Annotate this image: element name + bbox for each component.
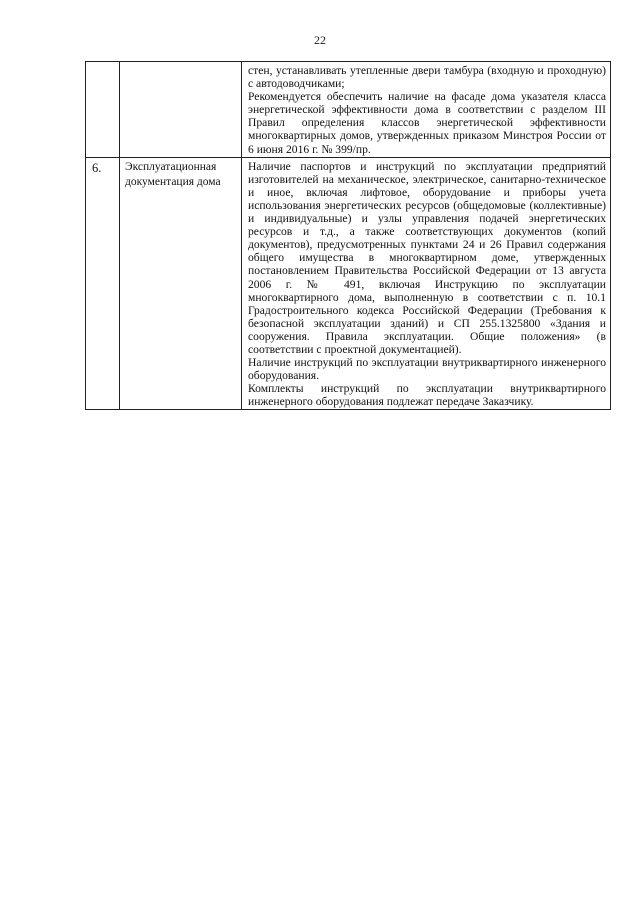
row-number-cell (86, 62, 120, 158)
row-name-cell (120, 62, 242, 158)
description-paragraph: Наличие паспортов и инструкций по эксплуатации предприятий изготовителей на механическое, электрическое, санитарно-техническое и иное, включая лифтовое, оборудование и приборы учета использования энергетических ресурсов (общедомовые (коллективные) и индивидуальные) и узлы управления подачей энергетических ресурсов и т.д., а также соответствующих документов (копий документов), предусмотренных пунктами 24 и 26 Правил содержания общего имущества в многоквартирном доме, утвержденных постановлением Правительства Российской Федерации от 13 августа 2006 г. № 491, включая Инструкцию по эксплуатации многоквартирного дома, выполненную в соответствии с п. 10.1 Градостроительного кодекса Российской Федерации (Требования к безопасной эксплуатации зданий) и СП 255.1325800 «Здания и сооружения. Правила эксплуатации. Общие положения» (в соответствии с проектной документацией). (248, 159, 606, 356)
description-paragraph: Наличие инструкций по эксплуатации внутриквартирного инженерного оборудования. (248, 356, 606, 383)
description-paragraph: стен, устанавливать утепленные двери тамбура (входную и проходную) с автодоводчиками; (248, 64, 606, 91)
row-description-cell (242, 157, 611, 410)
row-number-cell: 6. (86, 157, 120, 410)
page-number: 22 (314, 33, 326, 47)
row-description-cell (242, 62, 611, 158)
table-row (86, 62, 611, 158)
description-paragraph: Рекомендуется обеспечить наличие на фасаде дома указателя класса энергетической эффективности дома в соответствии с разделом III Правил определения классов энергетической эффективности многоквартирных домов, утвержденных приказом Минстроя России от 6 июня 2016 г. № 399/пр. (248, 90, 606, 156)
row-name-cell: Эксплуатационная документация дома (120, 157, 242, 410)
table-row (86, 157, 611, 410)
description-paragraph: Комплекты инструкций по эксплуатации внутриквартирного инженерного оборудования подлежат передаче Заказчику. (248, 382, 606, 409)
requirements-table (85, 61, 611, 410)
